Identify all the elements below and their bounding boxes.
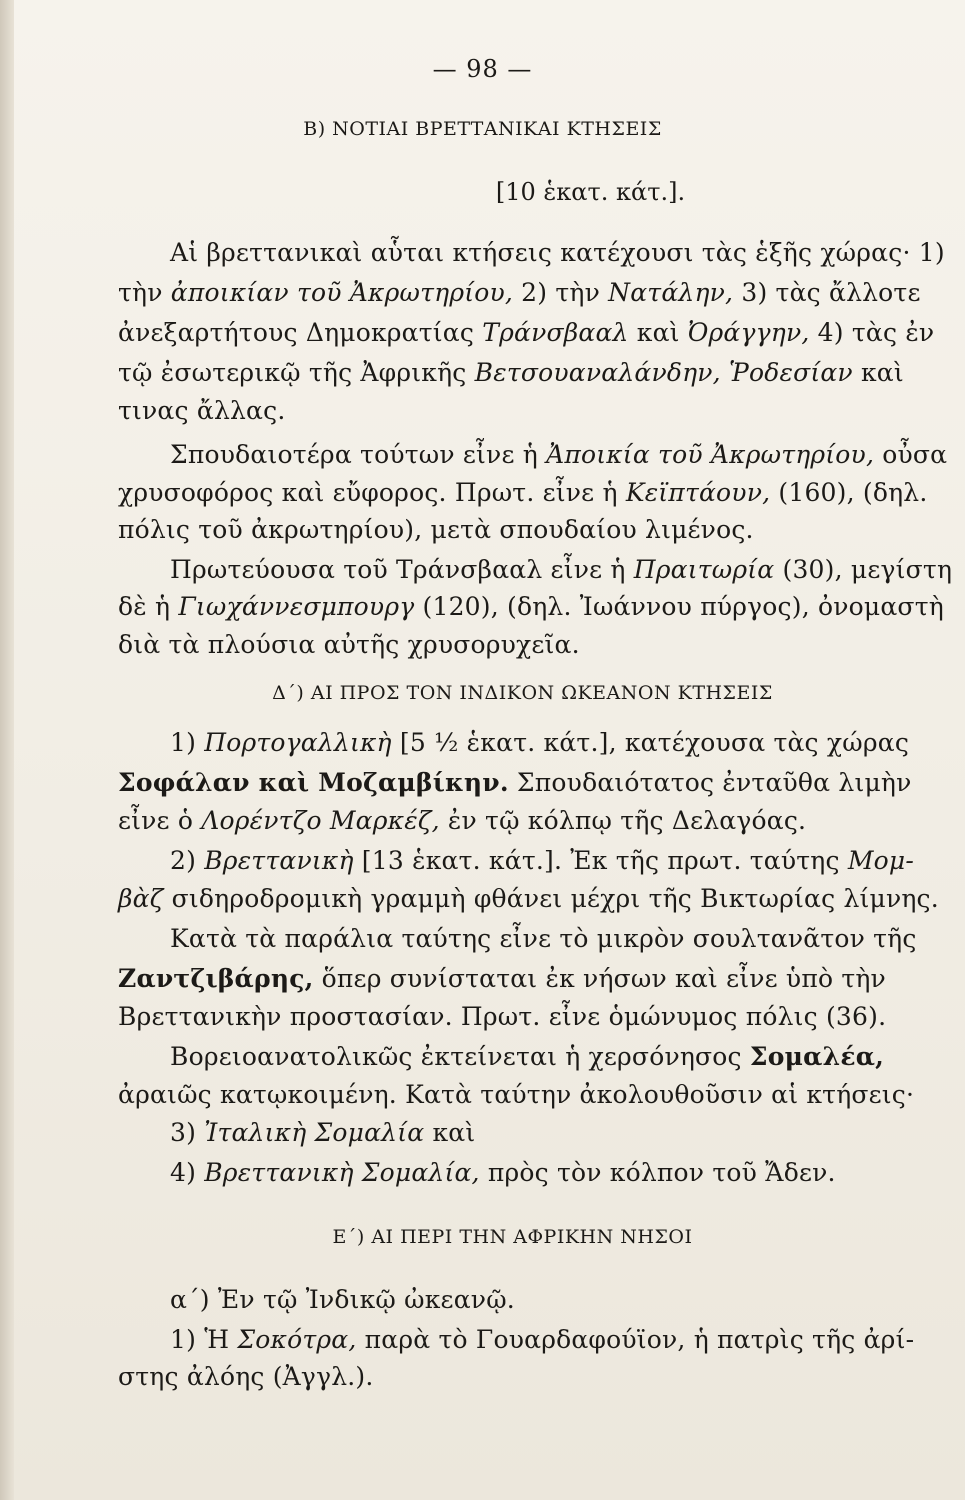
text-line: τῷ ἐσωτερικῷ τῆς Ἀφρικῆς Βετσουαναλάνδην, Ῥοδεσίαν καὶ <box>118 358 904 387</box>
text-line: τὴν ἀποικίαν τοῦ Ἀκρωτηρίου, 2) τὴν Νατάλην, 3) τὰς ἄλλοτε <box>118 278 921 307</box>
text-line: 1) Πορτογαλλικὴ [5 ½ ἑκατ. κάτ.], κατέχουσα τὰς χώρας <box>170 728 910 757</box>
place-name-bold: Σομαλέα, <box>749 1042 885 1071</box>
place-name: Βρεττανικὴ <box>204 846 354 875</box>
text-line: 1) Ἡ Σοκότρα, παρὰ τὸ Γουαρδαφούϊον, ἡ πατρὶς τῆς ἀρί- <box>170 1325 915 1354</box>
place-name: Βετσουαναλάνδην, <box>474 358 721 387</box>
text-line: Αἱ βρεττανικαὶ αὗται κτήσεις κατέχουσι τὰς ἑξῆς χώρας· 1) <box>170 238 945 267</box>
text-line: Βορειοανατολικῶς ἐκτείνεται ἡ χερσόνησος Σομαλέα, <box>170 1042 885 1071</box>
text-line: τινας ἄλλας. <box>118 396 286 425</box>
text-line: Κατὰ τὰ παράλια ταύτης εἶνε τὸ μικρὸν σουλτανᾶτον τῆς <box>170 924 917 953</box>
place-name-bold: Ζαντζιβάρης, <box>118 964 314 993</box>
text-line: Ζαντζιβάρης, ὅπερ συνίσταται ἐκ νήσων καὶ εἶνε ὑπὸ τὴν <box>118 964 886 993</box>
text-line: διὰ τὰ πλούσια αὐτῆς χρυσορυχεῖα. <box>118 630 580 659</box>
text-line: 2) Βρεττανικὴ [13 ἑκατ. κάτ.]. Ἐκ τῆς πρωτ. ταύτης Μομ- <box>170 846 914 875</box>
place-name: ἀποικίαν τοῦ Ἀκρωτηρίου, <box>170 278 514 307</box>
text-line: εἶνε ὁ Λορέντζο Μαρκέζ, ἐν τῷ κόλπῳ τῆς Δελαγόας. <box>118 806 807 835</box>
text-line: 3) Ἰταλικὴ Σομαλία καὶ <box>170 1118 476 1147</box>
place-name: Τράνσβααλ <box>482 318 629 347</box>
text-line: ἀνεξαρτήτους Δημοκρατίας Τράνσβααλ καὶ Ὀράγγην, 4) τὰς ἐν <box>118 318 935 347</box>
section-heading-b: Β) ΝΟΤΙΑΙ ΒΡΕΤΤΑΝΙΚΑΙ ΚΤΗΣΕΙΣ <box>303 118 662 140</box>
text-line: ἀραιῶς κατῳκοιμένη. Κατὰ ταύτην ἀκολουθοῦσιν αἱ κτήσεις· <box>118 1080 915 1109</box>
place-name: βὰζ <box>118 884 164 913</box>
text-line: στης ἀλόης (Ἀγγλ.). <box>118 1362 374 1391</box>
text-line: 4) Βρεττανικὴ Σομαλία, πρὸς τὸν κόλπον τοῦ Ἄδεν. <box>170 1158 836 1187</box>
text-line: χρυσοφόρος καὶ εὔφορος. Πρωτ. εἶνε ἡ Κεϊπτάουν, (160), (δηλ. <box>118 478 928 507</box>
place-name: Σοκότρα, <box>237 1325 357 1354</box>
text-line: α΄) Ἐν τῷ Ἰνδικῷ ὠκεανῷ. <box>170 1285 515 1314</box>
area-note-b: [10 ἑκατ. κάτ.]. <box>495 178 686 206</box>
place-name-bold: Σοφάλαν καὶ Μοζαμβίκην. <box>118 768 509 797</box>
place-name: Ἀποικία τοῦ Ἀκρωτηρίου, <box>546 440 875 469</box>
place-name: Γιωχάννεσμπουργ <box>178 592 415 621</box>
place-name: Ῥοδεσίαν <box>729 358 853 387</box>
text-line: Σοφάλαν καὶ Μοζαμβίκην. Σπουδαιότατος ἐνταῦθα λιμὴν <box>118 768 912 797</box>
place-name: Πραιτωρία <box>633 555 775 584</box>
page-binding-edge <box>0 0 14 1500</box>
place-name: Νατάλην, <box>608 278 734 307</box>
text-line: Πρωτεύουσα τοῦ Τράνσβααλ εἶνε ἡ Πραιτωρία (30), μεγίστη <box>170 555 953 584</box>
text-line: δὲ ἡ Γιωχάννεσμπουργ (120), (δηλ. Ἰωάννου πύργος), ὀνομαστὴ <box>118 592 944 621</box>
place-name: Ἰταλικὴ Σομαλία <box>204 1118 425 1147</box>
place-name: Ὀράγγην, <box>687 318 810 347</box>
section-heading-d: Δ΄) ΑΙ ΠΡΟΣ ΤΟΝ ΙΝΔΙΚΟΝ ΩΚΕΑΝΟΝ ΚΤΗΣΕΙΣ <box>272 682 773 704</box>
text-line: Βρεττανικὴν προστασίαν. Πρωτ. εἶνε ὁμώνυμος πόλις (36). <box>118 1002 887 1031</box>
place-name: Λορέντζο Μαρκέζ, <box>201 806 440 835</box>
place-name: Κεϊπτάουν, <box>625 478 771 507</box>
text-line: Σπουδαιοτέρα τούτων εἶνε ἡ Ἀποικία τοῦ Ἀκρωτηρίου, οὖσα <box>170 440 948 469</box>
section-heading-e: Ε΄) ΑΙ ΠΕΡΙ ΤΗΝ ΑΦΡΙΚΗΝ ΝΗΣΟΙ <box>332 1226 693 1248</box>
place-name: Μομ- <box>847 846 914 875</box>
page-number: — 98 — <box>432 55 533 83</box>
text-line: πόλις τοῦ ἀκρωτηρίου), μετὰ σπουδαίου λιμένος. <box>118 515 754 544</box>
place-name: Πορτογαλλικὴ <box>204 728 392 757</box>
place-name: Βρεττανικὴ Σομαλία, <box>204 1158 480 1187</box>
text-line: βὰζ σιδηροδρομικὴ γραμμὴ φθάνει μέχρι τῆς Βικτωρίας λίμνης. <box>118 884 939 913</box>
